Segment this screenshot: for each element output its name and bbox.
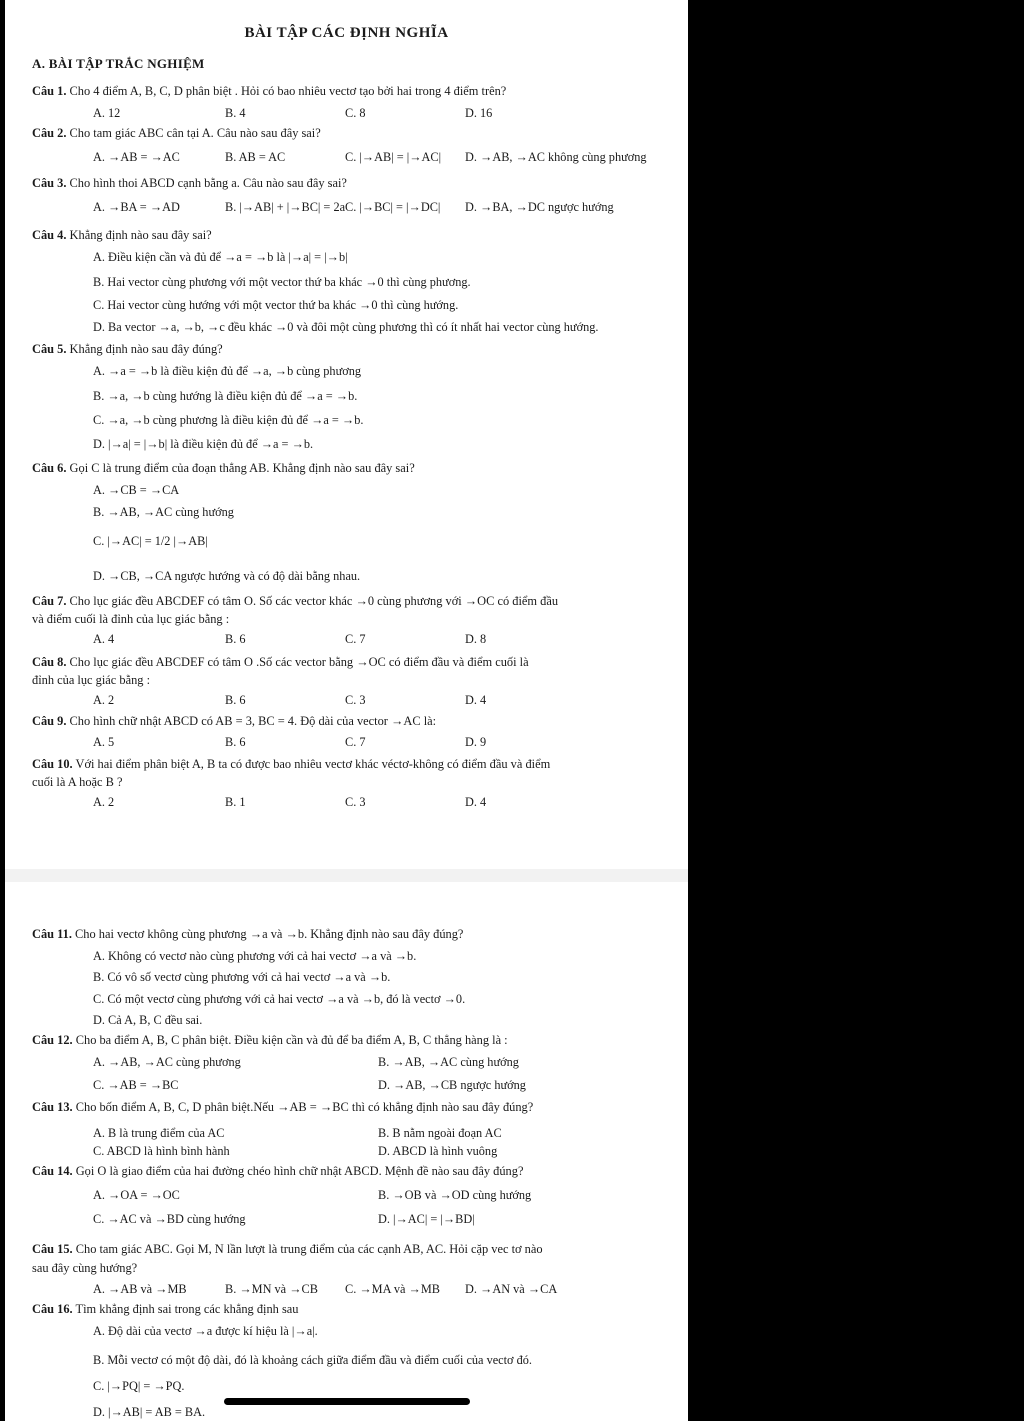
- answer-option: B. 1: [225, 795, 246, 809]
- answer-option: A. 2: [93, 693, 115, 707]
- document-page-1: [5, 0, 688, 869]
- question-line: [32, 594, 558, 609]
- answer-option: D. →BA, →DC ngược hướng: [465, 200, 614, 214]
- answer-option: D. |→AB| = AB = BA.: [93, 1405, 206, 1419]
- answer-option: B. 4: [225, 106, 246, 120]
- answer-option: B. 6: [225, 632, 246, 646]
- answer-option: C. 7: [345, 735, 366, 749]
- answer-option: C. 3: [345, 795, 366, 809]
- home-indicator[interactable]: [224, 1398, 470, 1405]
- answer-option: A. →AB = →AC: [93, 150, 180, 164]
- answer-option: A. →OA = →OC: [93, 1188, 180, 1202]
- question-line: [32, 176, 347, 191]
- question-line: [32, 655, 529, 670]
- question-text: Cho tam giác ABC. Gọi M, N lần lượt là trung điểm của các cạnh AB, AC. Hỏi cặp vec tơ nào: [75, 1242, 543, 1256]
- answer-option: B. Mỗi vectơ có một độ dài, đó là khoảng cách giữa điểm đầu và điểm cuối của vectơ đó.: [93, 1353, 533, 1367]
- question-line: [32, 461, 415, 476]
- answer-option: B. Có vô số vectơ cùng phương với cả hai vectơ →a và →b.: [93, 970, 391, 984]
- answer-option: C. ABCD là hình bình hành: [93, 1144, 230, 1158]
- answer-option: D. →CB, →CA ngược hướng và có độ dài bằng nhau.: [93, 569, 361, 583]
- answer-option: D. ABCD là hình vuông: [378, 1144, 498, 1158]
- answer-option: B. AB = AC: [225, 150, 286, 164]
- answer-option: D. Cả A, B, C đều sai.: [93, 1013, 203, 1027]
- answer-option: D. →AN và →CA: [465, 1282, 558, 1296]
- answer-option: A. Không có vectơ nào cùng phương với cả hai vectơ →a và →b.: [93, 949, 417, 963]
- question-text: Cho lục giác đều ABCDEF có tâm O. Số các vector khác →0 cùng phương với →OC có điểm đầu: [69, 594, 559, 608]
- answer-option: C. |→AB| = |→AC|: [345, 150, 442, 164]
- answer-option: C. Hai vector cùng hướng với một vector thứ ba khác →0 thì cùng hướng.: [93, 298, 459, 312]
- answer-option: B. B nằm ngoài đoạn AC: [378, 1126, 502, 1140]
- answer-option: B. →MN và →CB: [225, 1282, 318, 1296]
- answer-option: D. →AB, →AC không cùng phương: [465, 150, 647, 164]
- question-number: Câu 14.: [32, 1164, 73, 1178]
- answer-option: C. 8: [345, 106, 366, 120]
- answer-option: D. Ba vector →a, →b, →c đều khác →0 và đôi một cùng phương thì có ít nhất hai vector cùng hướng.: [93, 320, 599, 334]
- question-continuation: đỉnh của lục giác bằng :: [32, 673, 151, 687]
- question-line: [32, 1100, 533, 1115]
- answer-option: C. 7: [345, 632, 366, 646]
- answer-option: D. 8: [465, 632, 487, 646]
- question-number: Câu 2.: [32, 126, 67, 140]
- answer-option: B. →AB, →AC cùng hướng: [93, 505, 234, 519]
- question-number: Câu 3.: [32, 176, 67, 190]
- question-text: Gọi O là giao điểm của hai đường chéo hình chữ nhật ABCD. Mệnh đề nào sau đây đúng?: [75, 1164, 524, 1178]
- answer-option: A. Độ dài của vectơ →a được kí hiệu là |→a|.: [93, 1324, 318, 1338]
- question-line: [32, 228, 212, 243]
- question-number: Câu 11.: [32, 927, 72, 941]
- answer-option: B. →a, →b cùng hướng là điều kiện đủ để →a = →b.: [93, 389, 358, 403]
- answer-option: B. 6: [225, 735, 246, 749]
- question-line: [32, 757, 550, 772]
- question-number: Câu 9.: [32, 714, 67, 728]
- answer-option: D. |→a| = |→b| là điều kiện đủ để →a = →b.: [93, 437, 314, 451]
- answer-option: A. →CB = →CA: [93, 483, 180, 497]
- answer-option: A. →AB, →AC cùng phương: [93, 1055, 241, 1069]
- question-text: Cho lục giác đều ABCDEF có tâm O .Số các vector bằng →OC có điểm đầu và điểm cuối là: [69, 655, 529, 669]
- question-text: Cho hình thoi ABCD cạnh bằng a. Câu nào sau đây sai?: [69, 176, 347, 190]
- question-number: Câu 10.: [32, 757, 73, 771]
- answer-option: C. Có một vectơ cùng phương với cả hai vectơ →a và →b, đó là vectơ →0.: [93, 992, 466, 1006]
- answer-option: B. →OB và →OD cùng hướng: [378, 1188, 532, 1202]
- question-text: Với hai điểm phân biệt A, B ta có được bao nhiêu vectơ khác véctơ-không có điểm đầu và điểm: [75, 757, 551, 771]
- question-number: Câu 6.: [32, 461, 67, 475]
- answer-option: C. |→AC| = 1/2 |→AB|: [93, 534, 208, 548]
- question-text: Cho ba điểm A, B, C phân biệt. Điều kiện cần và đủ để ba điểm A, B, C thẳng hàng là :: [75, 1033, 508, 1047]
- answer-option: C. →AB = →BC: [93, 1078, 179, 1092]
- question-line: [32, 1164, 523, 1179]
- section-heading: A. BÀI TẬP TRẮC NGHIỆM: [32, 56, 205, 71]
- question-text: Gọi C là trung điểm của đoạn thẳng AB. Khẳng định nào sau đây sai?: [69, 461, 415, 475]
- question-text: Tìm khẳng định sai trong các khẳng định sau: [75, 1302, 299, 1316]
- answer-option: C. →MA và →MB: [345, 1282, 440, 1296]
- question-number: Câu 16.: [32, 1302, 73, 1316]
- answer-option: A. Điều kiện cần và đủ để →a = →b là |→a| = |→b|: [93, 250, 348, 264]
- question-continuation: sau đây cùng hướng?: [32, 1261, 138, 1275]
- answer-option: D. 9: [465, 735, 487, 749]
- question-text: Khẳng định nào sau đây đúng?: [69, 342, 223, 356]
- question-line: [32, 714, 436, 729]
- question-text: Cho 4 điểm A, B, C, D phân biệt . Hỏi có bao nhiêu vectơ tạo bởi hai trong 4 điểm trên?: [69, 84, 507, 98]
- answer-option: C. |→BC| = |→DC|: [345, 200, 441, 214]
- question-text: Cho bốn điểm A, B, C, D phân biệt.Nếu →AB = →BC thì có khẳng định nào sau đây đúng?: [75, 1100, 534, 1114]
- answer-option: A. →BA = →AD: [93, 200, 180, 214]
- answer-option: B. →AB, →AC cùng hướng: [378, 1055, 519, 1069]
- question-line: [32, 1033, 508, 1048]
- question-text: Cho tam giác ABC cân tại A. Câu nào sau đây sai?: [69, 126, 321, 140]
- question-line: [32, 927, 463, 942]
- answer-option: A. →AB và →MB: [93, 1282, 187, 1296]
- answer-option: A. →a = →b là điều kiện đủ để →a, →b cùng phương: [93, 364, 362, 378]
- answer-option: D. →AB, →CB ngược hướng: [378, 1078, 526, 1092]
- answer-option: A. 12: [93, 106, 121, 120]
- answer-option: A. B là trung điểm của AC: [93, 1126, 225, 1140]
- question-text: Khẳng định nào sau đây sai?: [69, 228, 212, 242]
- question-number: Câu 4.: [32, 228, 67, 242]
- question-text: Cho hình chữ nhật ABCD có AB = 3, BC = 4. Độ dài của vector →AC là:: [69, 714, 437, 728]
- document-title: BÀI TẬP CÁC ĐỊNH NGHĨA: [244, 25, 449, 41]
- question-line: [32, 84, 506, 99]
- answer-option: D. 16: [465, 106, 493, 120]
- answer-option: D. 4: [465, 693, 487, 707]
- answer-option: A. 4: [93, 632, 115, 646]
- page-divider: [5, 869, 688, 882]
- question-number: Câu 13.: [32, 1100, 73, 1114]
- answer-option: D. |→AC| = |→BD|: [378, 1212, 475, 1226]
- answer-option: D. 4: [465, 795, 487, 809]
- question-number: Câu 5.: [32, 342, 67, 356]
- question-number: Câu 8.: [32, 655, 67, 669]
- answer-option: C. →a, →b cùng phương là điều kiện đủ để →a = →b.: [93, 413, 364, 427]
- question-number: Câu 15.: [32, 1242, 73, 1256]
- question-number: Câu 12.: [32, 1033, 73, 1047]
- answer-option: C. |→PQ| = →PQ.: [93, 1379, 185, 1393]
- question-line: [32, 1242, 543, 1257]
- answer-option: A. 5: [93, 735, 115, 749]
- question-continuation: cuối là A hoặc B ?: [32, 775, 123, 789]
- answer-option: B. |→AB| + |→BC| = 2a: [225, 200, 346, 214]
- question-continuation: và điểm cuối là đỉnh của lục giác bằng :: [32, 612, 230, 626]
- answer-option: C. →AC và →BD cùng hướng: [93, 1212, 246, 1226]
- answer-option: C. 3: [345, 693, 366, 707]
- answer-option: B. Hai vector cùng phương với một vector thứ ba khác →0 thì cùng phương.: [93, 275, 471, 289]
- background-area: [688, 0, 1024, 1421]
- question-line: [32, 342, 223, 357]
- document-page-2: [5, 882, 688, 1421]
- question-text: Cho hai vectơ không cùng phương →a và →b. Khẳng định nào sau đây đúng?: [75, 927, 464, 941]
- question-line: [32, 1302, 298, 1317]
- answer-option: B. 6: [225, 693, 246, 707]
- answer-option: A. 2: [93, 795, 115, 809]
- question-number: Câu 7.: [32, 594, 67, 608]
- question-line: [32, 126, 321, 141]
- question-number: Câu 1.: [32, 84, 67, 98]
